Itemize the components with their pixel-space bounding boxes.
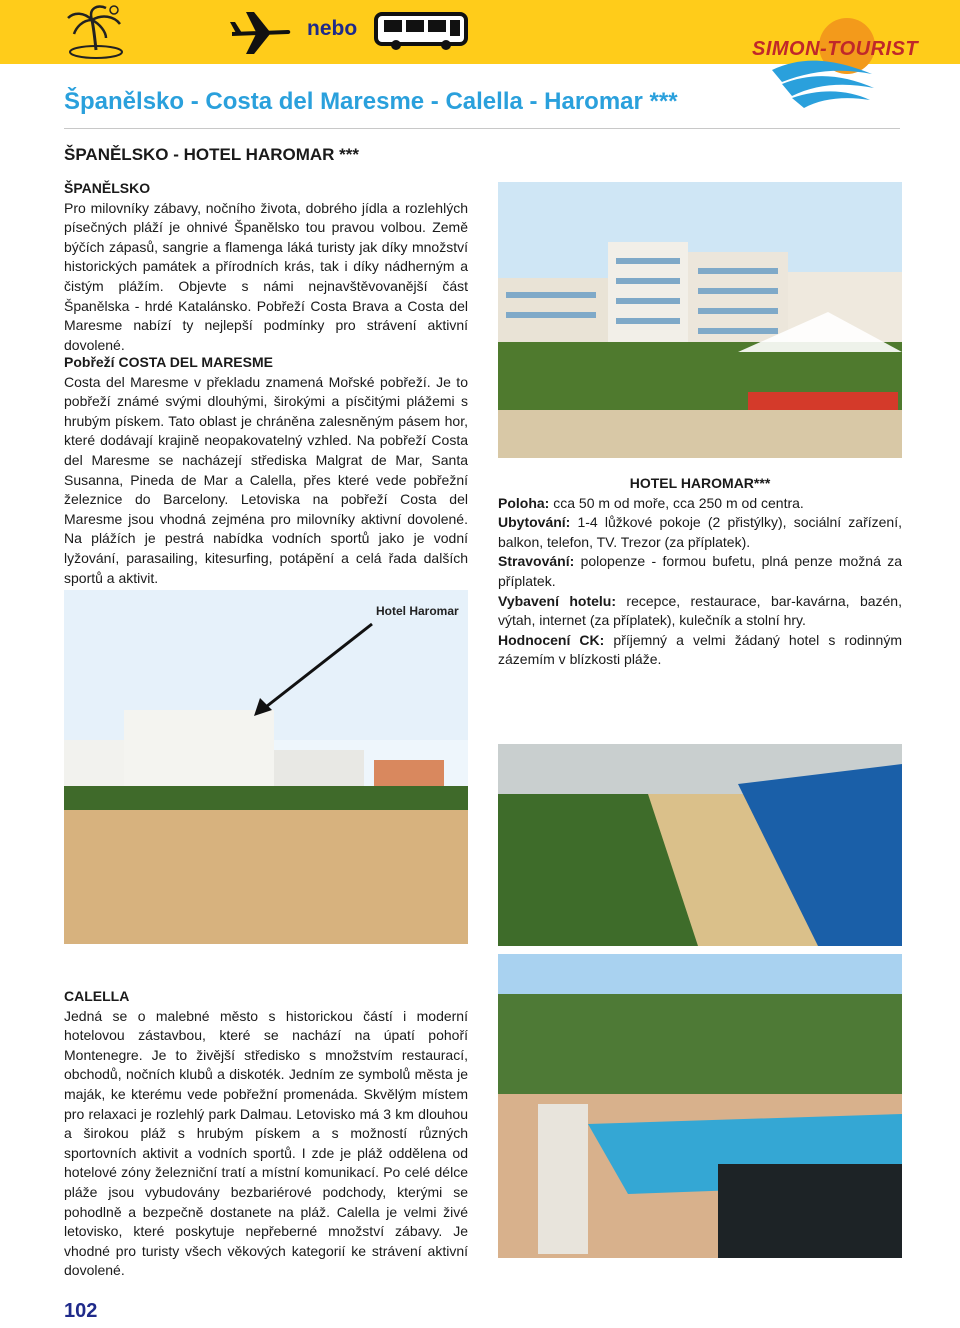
title-divider (64, 128, 900, 129)
hotel-section (498, 474, 902, 670)
coast-heading: Pobřeží COSTA DEL MARESME (64, 354, 273, 370)
palm-island-icon (62, 2, 128, 60)
pool-photo (498, 954, 902, 1258)
bus-icon (374, 10, 470, 52)
coast-section (64, 353, 468, 588)
coast-text: Costa del Maresme v překladu znamená Mořské pobřeží. Je to pobřeží známé svými dlouhými, širokými a písčitými plážemi s hrubým pískem. Tato oblast je chráněna zalesněným pásem hor, které dodávají krajině neopakovatelný vzhled. Na pobřeží Costa del Maresme se nacházejí střediska Malgrat de Mar, Santa Susanna, Pineda de Mar a Calella, přes které vede pobřežní železnice do Barcelony. Letoviska na pobřeží Costa del Maresme jsou vhodná zejména pro milovníky aktivní dovolené. Na plážích je pestrá nabídka vodních sportů jako je vodní lyžování, parasailing, kitesurfing, potápění a celá řada dalších sportů a aktivit. (64, 373, 468, 586)
spain-section (64, 179, 468, 355)
hotel-photo (498, 182, 902, 458)
hotel-meals: Stravování: polopenze - formou bufetu, plná penze možná za příplatek. (498, 553, 902, 589)
page-number: 102 (64, 1300, 98, 1322)
calella-text: Jedná se o malebné město s historickou částí i moderní hotelovou zástavbou, které se nachází na úpatí pohoří Montenegre. Je to živější středisko s množstvím restaurací, obchodů, nočních klubů a diskoték. Jedním ze symbolů města je maják, ke kterému vede pobřežní promenáda. Skvělým místem pro relaxaci je rozlehlý park Dalmau. Letovisko má 3 km dlouhou a širokou pláž s hrubým pískem a s možností různých sportovních aktivit a vodních sportů. I zde je pláž oddělena od hotelové zóny železniční tratí a místní komunikací. Po celé délce pláže jsou vybudovány bezbariérové podchody, kterými se pohodlně a bezpečně dostanete na pláž. Calella je velmi živé letovisko, které poskytuje nepřeberné množství zábavy. Je vhodné pro turisty všech věkových kategorií ke strávení aktivní dovolené. (64, 1007, 468, 1279)
airplane-icon (228, 8, 292, 56)
simon-tourist-logo (752, 8, 892, 128)
logo-text: SIMON-TOURIST (752, 38, 919, 60)
calella-heading: CALELLA (64, 988, 130, 1004)
hotel-caption: Hotel Haromar (376, 604, 459, 618)
nebo-label: nebo (307, 17, 358, 40)
arrow-icon (250, 620, 380, 720)
coast-aerial-photo (498, 684, 902, 946)
hotel-facilities: Vybavení hotelu: recepce, restaurace, bar-kavárna, bazén, výtah, internet (za příplatek), kulečník a stolní hry. (498, 592, 902, 629)
hotel-location: Poloha: cca 50 m od moře, cca 250 m od centra. (498, 494, 804, 511)
spain-text: Pro milovníky zábavy, nočního života, dobrého jídla a rozlehlých písečných pláží je ohnivé Španělsko tou pravou volbou. Země býčích zápasů, sangrie a flamenga láká turisty jak díky množství historických památek a přírodních krás, tak i díky nádherným a čistým plážím. Objevte s námi nejnavštěvovanější část Španělska - hrdé Katalánsko. Pobřeží Costa Brava a Costa del Maresme nabízí ty nejlepší podmínky pro strávení aktivní dovolené. (64, 199, 468, 353)
page-title: Španělsko - Costa del Maresme - Calella - Haromar *** (64, 88, 678, 115)
hotel-accommodation: Ubytování: 1-4 lůžkové pokoje (2 přistýlky), sociální zařízení, balkon, telefon, TV. Trezor (za příplatek). (498, 514, 902, 550)
hotel-rating: Hodnocení CK: příjemný a velmi žádaný hotel s rodinným zázemím v blízkosti pláže. (498, 631, 903, 668)
hotel-heading: ŠPANĚLSKO - HOTEL HAROMAR *** (64, 145, 360, 164)
spain-heading: ŠPANĚLSKO (64, 180, 151, 196)
calella-section (64, 987, 468, 1281)
hotel-section-heading: HOTEL HAROMAR*** (629, 475, 771, 491)
